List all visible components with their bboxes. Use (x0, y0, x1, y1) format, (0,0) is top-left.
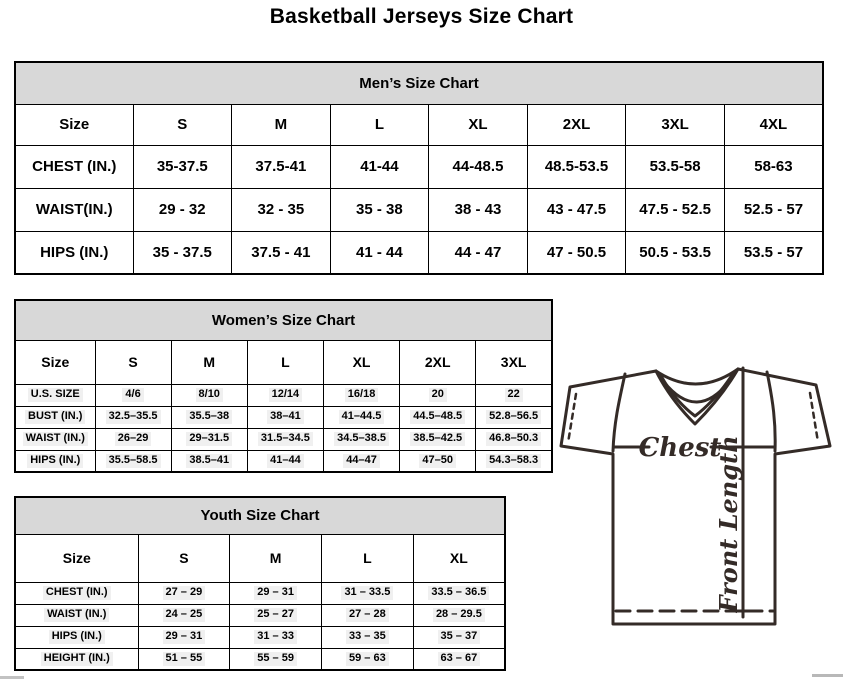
table-cell (476, 384, 552, 406)
table-row (15, 384, 552, 406)
cell-text: 25 – 27 (254, 608, 297, 622)
row-label (15, 406, 95, 428)
row-label-text: WAIST (IN.) (23, 432, 88, 446)
table-cell: 47 - 50.5 (527, 231, 626, 274)
youth-size-table (14, 496, 506, 671)
row-label: CHEST (IN.) (15, 145, 133, 188)
cell-text: 16/18 (345, 388, 379, 402)
table-cell: 41 - 44 (330, 231, 429, 274)
youth-table-title: Youth Size Chart (15, 497, 505, 534)
table-cell: 41-44 (330, 145, 429, 188)
table-cell (230, 648, 322, 670)
table-cell (413, 604, 505, 626)
cell-text: 4/6 (122, 388, 143, 402)
column-header: 3XL (626, 104, 725, 145)
table-row (15, 406, 552, 428)
column-header: XL (413, 534, 505, 582)
column-header: L (247, 340, 323, 384)
table-cell: 35 - 37.5 (133, 231, 232, 274)
table-cell (476, 406, 552, 428)
table-cell: 53.5 - 57 (724, 231, 823, 274)
table-cell (138, 604, 230, 626)
table-row (15, 450, 552, 472)
table-cell: 29 - 32 (133, 188, 232, 231)
cell-text: 38.5–42.5 (410, 432, 465, 446)
table-cell (322, 626, 414, 648)
table-row (15, 648, 505, 670)
table-cell (247, 450, 323, 472)
table-cell (95, 428, 171, 450)
table-row (15, 188, 823, 231)
table-cell: 58-63 (724, 145, 823, 188)
cell-text: 33.5 – 36.5 (428, 586, 489, 600)
cell-text: 12/14 (269, 388, 303, 402)
table-cell (247, 406, 323, 428)
table-cell: 38 - 43 (429, 188, 528, 231)
row-label (15, 626, 138, 648)
table-cell: 44 - 47 (429, 231, 528, 274)
cell-text: 54.3–58.3 (486, 454, 541, 468)
table-row (15, 582, 505, 604)
jersey-outline (561, 369, 830, 624)
row-label-text: U.S. SIZE (28, 388, 83, 402)
cell-text: 44.5–48.5 (410, 410, 465, 424)
mens-size-table (14, 61, 824, 275)
table-row (15, 231, 823, 274)
table-cell (400, 384, 476, 406)
table-cell: 37.5-41 (232, 145, 331, 188)
cell-text: 35 – 37 (438, 630, 481, 644)
column-header: M (230, 534, 322, 582)
table-cell (230, 604, 322, 626)
cell-text: 20 (429, 388, 447, 402)
cell-text: 29–31.5 (186, 432, 232, 446)
cell-text: 41–44 (267, 454, 304, 468)
table-row (15, 428, 552, 450)
column-header: 3XL (476, 340, 552, 384)
scrollbar-fragment-right[interactable] (812, 674, 843, 677)
column-header: M (171, 340, 247, 384)
table-cell: 35 - 38 (330, 188, 429, 231)
womens-table-title: Women’s Size Chart (15, 300, 552, 340)
table-cell: 37.5 - 41 (232, 231, 331, 274)
womens-size-table (14, 299, 553, 473)
table-cell (95, 450, 171, 472)
column-header: L (330, 104, 429, 145)
cell-text: 29 – 31 (254, 586, 297, 600)
table-cell (171, 406, 247, 428)
cell-text: 59 – 63 (346, 652, 389, 666)
table-cell: 47.5 - 52.5 (626, 188, 725, 231)
table-cell: 32 - 35 (232, 188, 331, 231)
cell-text: 32.5–35.5 (106, 410, 161, 424)
cell-text: 27 – 29 (163, 586, 206, 600)
table-cell (230, 626, 322, 648)
table-cell (323, 384, 399, 406)
table-cell (138, 626, 230, 648)
row-label (15, 604, 138, 626)
jersey-measurement-diagram (553, 361, 835, 629)
column-header: XL (323, 340, 399, 384)
cell-text: 31 – 33 (254, 630, 297, 644)
column-header: Size (15, 340, 95, 384)
table-cell (230, 582, 322, 604)
column-header: 4XL (724, 104, 823, 145)
table-row (15, 604, 505, 626)
table-cell: 48.5-53.5 (527, 145, 626, 188)
row-label: HIPS (IN.) (15, 231, 133, 274)
cell-text: 34.5–38.5 (334, 432, 389, 446)
table-cell (413, 626, 505, 648)
cell-text: 35.5–58.5 (106, 454, 161, 468)
row-label-text: WAIST (IN.) (44, 608, 109, 622)
row-label-text: HEIGHT (IN.) (41, 652, 113, 666)
column-header: S (138, 534, 230, 582)
page-title: Basketball Jerseys Size Chart (269, 5, 574, 28)
cell-text: 28 – 29.5 (433, 608, 485, 622)
row-label (15, 582, 138, 604)
cell-text: 35.5–38 (186, 410, 232, 424)
column-header: S (133, 104, 232, 145)
table-cell (138, 582, 230, 604)
table-cell (95, 384, 171, 406)
cell-text: 51 – 55 (163, 652, 206, 666)
row-label (15, 450, 95, 472)
table-cell (323, 450, 399, 472)
column-header: 2XL (527, 104, 626, 145)
column-header: L (322, 534, 414, 582)
chest-measure-label: Chest (638, 433, 722, 463)
table-cell (476, 450, 552, 472)
table-cell: 44-48.5 (429, 145, 528, 188)
table-cell (400, 406, 476, 428)
front-length-measure-label: Front Length (714, 435, 743, 613)
table-cell (476, 428, 552, 450)
table-cell (247, 428, 323, 450)
cell-text: 27 – 28 (346, 608, 389, 622)
table-cell (413, 648, 505, 670)
row-label (15, 648, 138, 670)
cell-text: 44–47 (343, 454, 380, 468)
cell-text: 8/10 (196, 388, 223, 402)
cell-text: 38–41 (267, 410, 304, 424)
table-cell (95, 406, 171, 428)
table-cell (322, 582, 414, 604)
table-cell: 50.5 - 53.5 (626, 231, 725, 274)
table-cell (171, 428, 247, 450)
table-cell: 43 - 47.5 (527, 188, 626, 231)
cell-text: 47–50 (419, 454, 456, 468)
table-cell (138, 648, 230, 670)
column-header: Size (15, 104, 133, 145)
column-header: M (232, 104, 331, 145)
table-row (15, 626, 505, 648)
cell-text: 55 – 59 (254, 652, 297, 666)
cell-text: 52.8–56.5 (486, 410, 541, 424)
column-header: S (95, 340, 171, 384)
table-cell (323, 406, 399, 428)
row-label-text: CHEST (IN.) (43, 586, 111, 600)
table-cell: 53.5-58 (626, 145, 725, 188)
table-cell (247, 384, 323, 406)
column-header: 2XL (400, 340, 476, 384)
table-cell (322, 648, 414, 670)
row-label (15, 384, 95, 406)
cell-text: 22 (505, 388, 523, 402)
cell-text: 63 – 67 (438, 652, 481, 666)
table-cell (171, 384, 247, 406)
column-header: XL (429, 104, 528, 145)
table-row (15, 145, 823, 188)
row-label-text: BUST (IN.) (25, 410, 85, 424)
cell-text: 24 – 25 (163, 608, 206, 622)
cell-text: 29 – 31 (163, 630, 206, 644)
row-label (15, 428, 95, 450)
cell-text: 46.8–50.3 (486, 432, 541, 446)
cell-text: 33 – 35 (346, 630, 389, 644)
table-cell (400, 450, 476, 472)
row-label-text: HIPS (IN.) (27, 454, 83, 468)
cell-text: 38.5–41 (186, 454, 232, 468)
table-cell: 35-37.5 (133, 145, 232, 188)
cell-text: 41–44.5 (339, 410, 385, 424)
table-cell: 52.5 - 57 (724, 188, 823, 231)
table-cell (400, 428, 476, 450)
table-cell (323, 428, 399, 450)
column-header: Size (15, 534, 138, 582)
cell-text: 26–29 (115, 432, 152, 446)
row-label-text: HIPS (IN.) (49, 630, 105, 644)
table-cell (171, 450, 247, 472)
mens-table-title: Men’s Size Chart (15, 62, 823, 104)
table-cell (413, 582, 505, 604)
cell-text: 31 – 33.5 (341, 586, 393, 600)
table-cell (322, 604, 414, 626)
row-label: WAIST(IN.) (15, 188, 133, 231)
cell-text: 31.5–34.5 (258, 432, 313, 446)
